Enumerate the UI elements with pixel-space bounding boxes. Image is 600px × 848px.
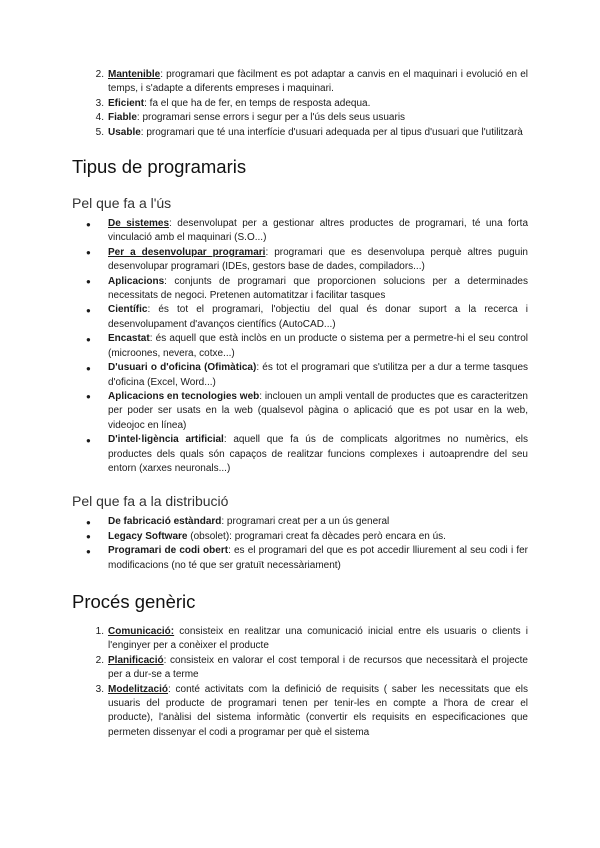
- bullet-icon: ●: [86, 392, 91, 402]
- term: Fiable: [108, 112, 137, 124]
- definition: consisteix en realitzar una comunicació inicial entre els usuaris o clients i l'enginyer per a conèixer el producte: [108, 625, 528, 652]
- list-item: [72, 68, 528, 97]
- term: Eficient: [108, 97, 145, 109]
- bullet-icon: ●: [86, 435, 91, 445]
- list-item: [72, 217, 528, 246]
- definition: : programari creat per a un ús general: [221, 516, 390, 528]
- list-item: [72, 390, 528, 433]
- heading-proces: Procés genèric: [72, 590, 196, 612]
- term: Modelització: [108, 683, 169, 695]
- heading-tipus: Tipus de programaris: [72, 156, 247, 178]
- list-number: 2.: [95, 69, 104, 80]
- term: D'usuari o d'oficina (Ofimàtica): [108, 362, 257, 374]
- list-item: [72, 111, 528, 125]
- document-page: [72, 68, 528, 740]
- term: De fabricació estàndard: [108, 516, 222, 528]
- bullet-icon: ●: [86, 532, 91, 542]
- list-item: [72, 544, 528, 573]
- term: Aplicacions en tecnologies web: [108, 390, 260, 402]
- definition: : inclouen un ampli ventall de productes que es caracteritzen per poder ser usats en la web (qualsevol pàgina o aplicació que es pot usar en la web, videojoc en línea): [108, 390, 528, 431]
- list-item: [72, 275, 528, 304]
- list-item: [72, 97, 528, 111]
- definition: : és aquell que està inclòs en un producte o sistema per a permetre-hi el seu control (microones, nevera, cotxe...): [108, 333, 528, 359]
- list-item: [72, 361, 528, 390]
- term: Aplicacions: [108, 275, 165, 287]
- bullet-icon: ●: [86, 248, 91, 258]
- list-number: 3.: [95, 97, 104, 109]
- list-item: [72, 126, 528, 140]
- list-number: 4.: [95, 112, 104, 124]
- list-number: 5.: [95, 126, 104, 138]
- term: De sistemes: [108, 218, 170, 230]
- term: Planificació: [108, 654, 164, 666]
- bullet-icon: ●: [86, 334, 91, 344]
- quality-list: [72, 68, 528, 140]
- term: Programari de codi obert: [108, 545, 229, 557]
- definition: : aquell que fa ús de complicats algoritmes no numèrics, els productes dels quals són capaços de realitzar funcions complexes i autoaprendre del seu entorn (xarxes neuronals...): [108, 434, 528, 474]
- subheading-distribucio: Pel que fa a la distribució: [72, 493, 229, 510]
- definition: : programari sense errors i segur per a l'ús dels seus usuaris: [136, 112, 406, 124]
- definition: : és tot el programari que s'utilitza per a dur a terme tasques d'oficina (Excel, Word...): [108, 362, 529, 388]
- bullet-icon: ●: [86, 305, 91, 315]
- list-item: [72, 515, 528, 529]
- list-item: [72, 530, 528, 544]
- list-item: [72, 332, 528, 361]
- definition: : conjunts de programari que proporcionen solucions per a determinades necessitats de negoci. Pretenen automatitzar i facilitar tasques: [108, 275, 528, 302]
- bullet-icon: ●: [86, 546, 91, 556]
- list-item: [72, 683, 528, 741]
- definition: : programari que fàcilment es pot adaptar a canvis en el maquinari i evolució en el temps, i s'adapte a diferents empreses i maquinari.: [108, 69, 528, 95]
- term: Mantenible: [108, 69, 161, 80]
- definition: : programari que té una interfície d'usuari adequada per al tipus d'usuari que l'utilitzarà: [140, 126, 523, 138]
- term: Legacy Software: [108, 530, 188, 542]
- subheading-us: Pel que fa a l'ús: [72, 195, 172, 212]
- definition: : fa el que ha de fer, en temps de resposta adequa.: [144, 97, 371, 109]
- term: Encastat: [108, 333, 150, 345]
- process-list: [72, 625, 528, 740]
- list-item: [72, 246, 528, 275]
- bullet-icon: ●: [86, 277, 91, 287]
- list-number: 1.: [95, 625, 104, 637]
- term: Científic: [108, 304, 148, 316]
- term: Usable: [108, 126, 141, 138]
- term: Per a desenvolupar programari: [108, 246, 266, 258]
- list-item: [72, 654, 528, 683]
- definition: (obsolet): programari creat fa dècades però encara en ús.: [187, 530, 446, 542]
- definition: : desenvolupat per a gestionar altres productes de programari, té una forta vinculació amb el maquinari (S.O...): [108, 218, 529, 244]
- usage-list: [72, 217, 528, 476]
- bullet-icon: ●: [86, 219, 91, 229]
- definition: : és tot el programari, l'objectiu del qual és donar suport a la recerca i desenvolupament d'avanços científics (AutoCAD...): [108, 304, 528, 330]
- list-number: 2.: [95, 654, 104, 666]
- definition: : programari que es desenvolupa perquè altres puguin desenvolupar programari (IDEs, gestors base de dades, compiladors...): [108, 246, 528, 273]
- list-item: [72, 625, 528, 654]
- bullet-icon: ●: [86, 363, 91, 373]
- list-item: [72, 433, 528, 476]
- term: Comunicació:: [108, 625, 175, 637]
- distribution-list: [72, 515, 528, 573]
- definition: : conté activitats com la definició de requisits ( saber les necessitats que els usuaris del producte de programari tenen per tenir-les en compte a l'hora de crear el producte), l'anàlisi del sistema informàtic (convertir els requisits en especificaciones que permeten dissenyar el codi a programar per què el sistema: [108, 683, 528, 738]
- list-number: 3.: [95, 683, 104, 695]
- list-item: [72, 303, 528, 332]
- definition: : es el programari del que es pot accedir lliurement al seu codi i fer modificacions (no té que ser gratuït necessàriament): [108, 545, 528, 571]
- bullet-icon: ●: [86, 517, 91, 527]
- definition: : consisteix en valorar el cost temporal i de recursos que necessitarà el projecte per a dur-se a terme: [108, 654, 528, 681]
- term: D'intel·ligència artificial: [108, 434, 224, 446]
